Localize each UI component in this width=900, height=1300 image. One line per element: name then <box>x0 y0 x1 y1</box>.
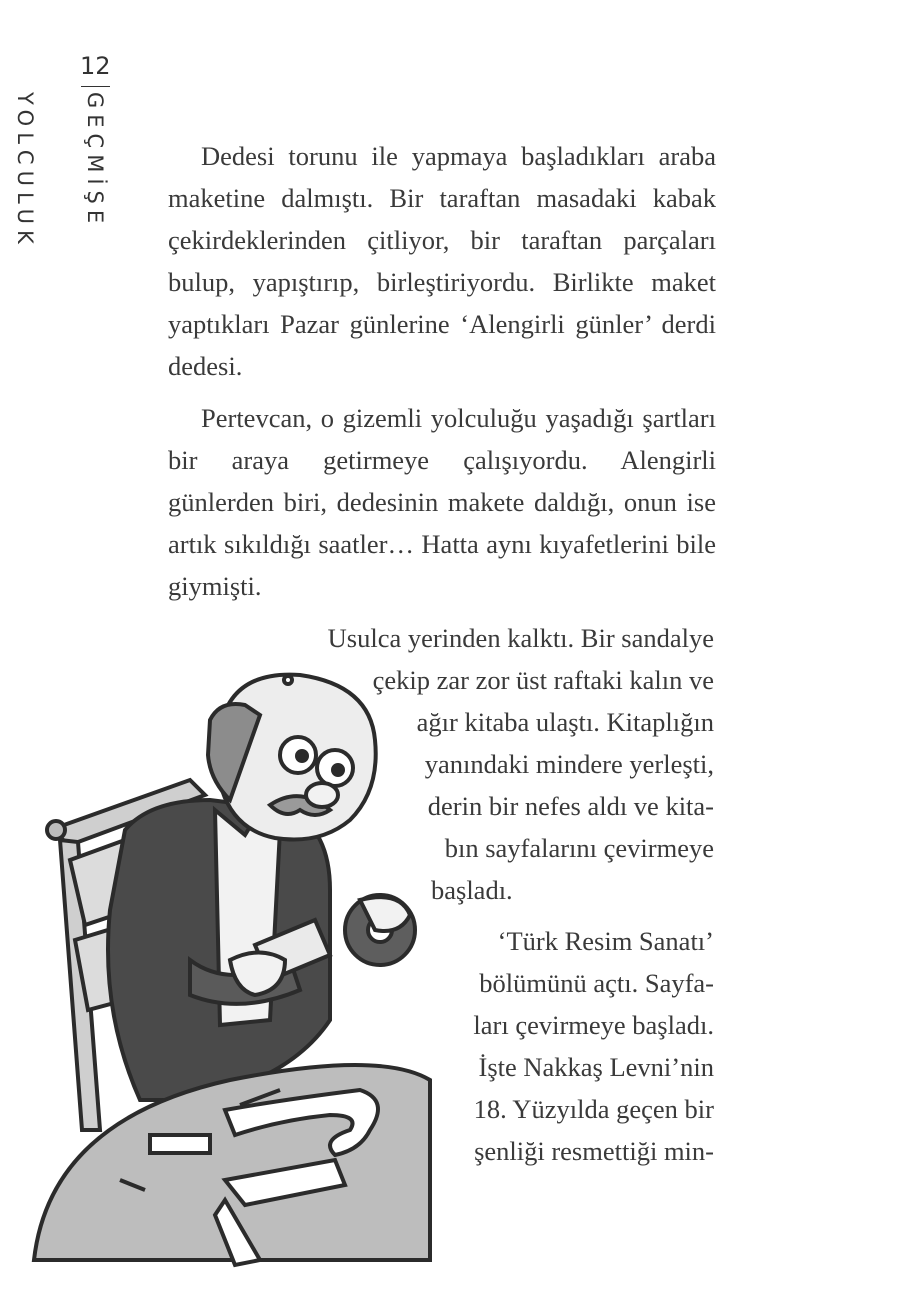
paragraph-4-line: ‘Türk Resim Sanatı’ <box>497 926 714 956</box>
page-number-rule <box>81 86 110 87</box>
paragraph-3-line: ağır kitaba ulaştı. Kitaplığın <box>416 707 714 737</box>
paragraph-4-line: şenliği resmettiği min- <box>474 1136 714 1166</box>
grandfather-head <box>208 675 376 840</box>
grandfather-illustration <box>30 660 450 1270</box>
running-head: GEÇMİŞE YOLCULUK <box>13 92 107 250</box>
paragraph-4-line: ları çevirmeye başladı. <box>473 1010 714 1040</box>
paragraph-4-line: bölümünü açtı. Sayfa- <box>479 968 714 998</box>
paragraph-3-line: bın sayfalarını çevirmeye <box>444 833 714 863</box>
paragraph-3-line: çekip zar zor üst raftaki kalın ve <box>372 665 714 695</box>
paragraph-4-line: İşte Nakkaş Levni’nin <box>478 1052 714 1082</box>
paragraph-1: Dedesi torunu ile yapmaya başladıkları araba maketine dalmıştı. Bir taraftan masadaki kabak çekirdeklerinden çitliyor, bir taraftan parçaları bulup, yapıştırıp, birleştiriyordu. Birlikte maket yaptıkları Pazar günlerine ‘Alengirli günler’ derdi dedesi. <box>168 141 716 381</box>
paragraph-3-line: Usulca yerinden kalktı. Bir sandalye <box>327 623 714 653</box>
paragraph-3-line: derin bir nefes aldı ve kita- <box>427 791 714 821</box>
paragraph-3-line: başladı. <box>431 875 513 905</box>
paragraph-2: Pertevcan, o gizemli yolculuğu yaşadığı şartları bir araya getirmeye çalışıyordu. Alengirli günlerden biri, dedesinin makete daldığı, onun ise artık sıkıldığı saatler… Hatta aynı kıyafetlerini bile giymişti. <box>168 403 716 601</box>
paragraph-4-line: 18. Yüzyılda geçen bir <box>473 1094 714 1124</box>
page-number: 12 <box>80 52 111 80</box>
paragraph-3-line: yanındaki mindere yerleşti, <box>424 749 714 779</box>
